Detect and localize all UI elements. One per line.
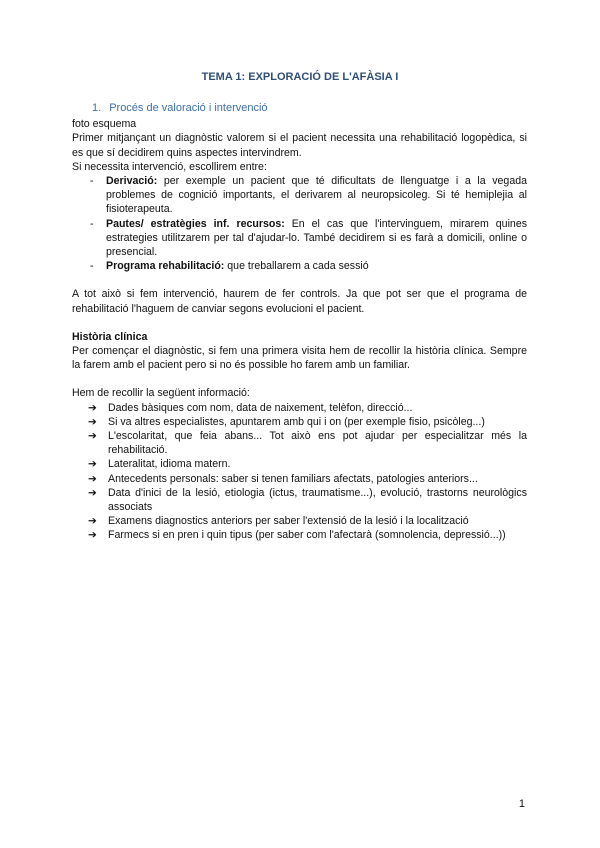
- arrow-icon: ➔: [88, 515, 97, 528]
- item-term: Pautes/ estratègies inf. recursos:: [106, 217, 285, 230]
- arrow-icon: ➔: [88, 529, 97, 542]
- list-item: [72, 514, 527, 528]
- dash-marker: -: [90, 260, 94, 273]
- intervention-list: [72, 174, 527, 273]
- list-item: [72, 472, 527, 486]
- arrow-icon: ➔: [88, 472, 97, 485]
- history-lead: Hem de recollir la següent informació:: [72, 387, 250, 400]
- list-item: [72, 528, 527, 542]
- item-text: Dades bàsiques com nom, data de naixement, telèfon, direcció...: [108, 401, 413, 414]
- item-term: Programa rehabilitació:: [106, 260, 225, 273]
- intro-paragraph: Primer mitjançant un diagnòstic valorem si el pacient necessita una rehabilitació logopèdica, si es que sí decidirem quins aspectes intervindrem.: [72, 132, 527, 159]
- list-item: [72, 259, 527, 273]
- choice-lead: Si necessita intervenció, escollirem entre:: [72, 160, 267, 173]
- item-text: que treballarem a cada sessió: [224, 260, 369, 273]
- list-item: [72, 457, 527, 471]
- item-text: per exemple un pacient que té dificultats de llenguatge i a la vegada problemes de cognició importants, el derivarem al neuropsicoleg. Si té hemiplejia al fisioterapeuta.: [106, 175, 527, 216]
- arrow-icon: ➔: [88, 430, 97, 443]
- item-text: Data d'inici de la lesió, etiologia (ictus, traumatisme...), evolució, trastorns neurològics associats: [108, 486, 527, 514]
- document-body: [72, 101, 527, 543]
- list-item: [72, 429, 527, 457]
- item-text: Lateralitat, idioma matern.: [108, 458, 231, 471]
- list-item: [72, 174, 527, 217]
- list-item: [72, 486, 527, 514]
- document-title: TEMA 1: EXPLORACIÓ DE L'AFÀSIA I: [201, 71, 399, 83]
- arrow-icon: ➔: [88, 415, 97, 428]
- list-item: [72, 401, 527, 415]
- arrow-icon: ➔: [88, 401, 97, 414]
- page-number: 1: [518, 798, 525, 810]
- item-text: Examens diagnostics anteriors per saber l'extensió de la lesió i la localització: [108, 515, 469, 528]
- item-text: Antecedents personals: saber si tenen familiars afectats, patologies anteriors...: [108, 472, 478, 485]
- history-heading: Història clínica: [72, 330, 148, 343]
- item-text: Farmecs si en pren i quin tipus (per saber com l'afectarà (somnolencia, depressió...)): [108, 529, 506, 542]
- dash-marker: -: [90, 175, 94, 188]
- history-intro: Per començar el diagnòstic, si fem una primera visita hem de recollir la història clínica. Sempre la farem amb el pacient pero si no és possible ho farem amb un familiar.: [72, 345, 527, 372]
- controls-paragraph: A tot això si fem intervenció, haurem de fer controls. Ja que pot ser que el programa de rehabilitació l'haguem de canviar segons evolucioni el pacient.: [72, 288, 527, 315]
- section-number: 1.: [92, 102, 102, 114]
- item-text: Si va altres especialistes, apuntarem amb qui i on (per exemple fisio, psicòleg...): [108, 415, 485, 428]
- item-text: En el cas que l'intervinguem, mirarem quines estrategies utilitzarem per tal d'ajudar-lo. També decidirem si es farà a domicili, online o presencial.: [106, 217, 528, 259]
- item-term: Derivació:: [106, 175, 158, 188]
- item-text: L'escolaritat, que feia abans... Tot això ens pot ajudar per especialitzar més la rehabilitació.: [108, 430, 527, 457]
- section-title: Procés de valoració i intervenció: [109, 102, 268, 114]
- arrow-icon: ➔: [88, 458, 97, 471]
- photo-note: foto esquema: [72, 118, 137, 131]
- history-list: [72, 401, 527, 543]
- dash-marker: -: [90, 217, 94, 230]
- list-item: [72, 217, 527, 260]
- list-item: [72, 415, 527, 429]
- arrow-icon: ➔: [88, 486, 97, 499]
- section-heading: [92, 101, 527, 115]
